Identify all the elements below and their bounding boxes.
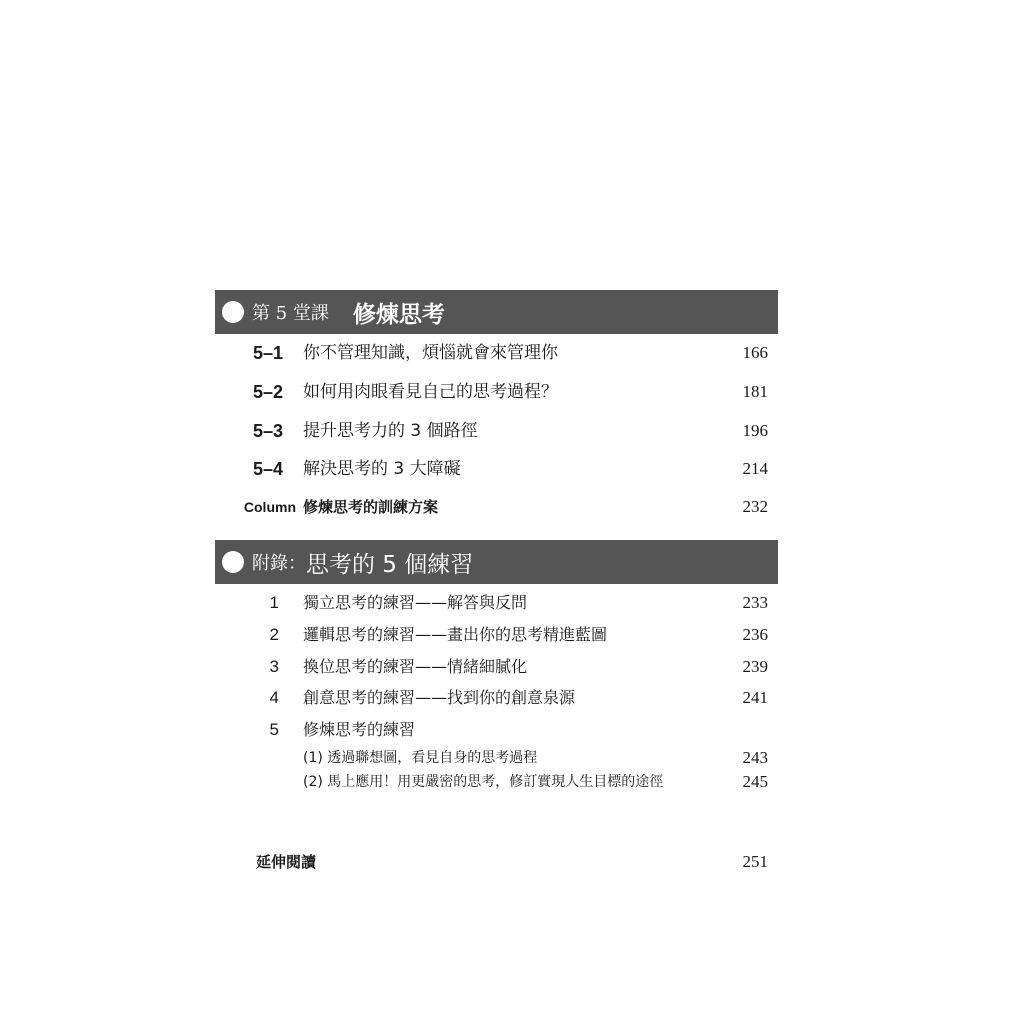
toc-subentry[interactable]	[215, 770, 768, 794]
chapter-5-title: 修煉思考	[352, 301, 445, 328]
entry-title: 延伸閱讀	[256, 853, 317, 871]
toc-entry[interactable]	[215, 655, 768, 679]
toc-entry[interactable]	[215, 380, 768, 404]
subentry-page: 243	[742, 748, 768, 767]
appendix-header	[215, 540, 778, 584]
entry-title: 修煉思考的練習	[303, 720, 416, 739]
entry-number: Column	[243, 499, 296, 515]
entry-page: 166	[742, 343, 768, 362]
entry-page: 236	[742, 625, 768, 644]
circle-bullet-icon	[222, 551, 244, 573]
subentry-title: (1) 透過聯想圖，看見自身的思考過程	[303, 750, 538, 766]
entry-page: 181	[742, 382, 768, 401]
entry-title: 換位思考的練習——情緒細膩化	[303, 657, 528, 676]
chapter-5-header	[215, 290, 778, 334]
entry-title: 創意思考的練習——找到你的創意泉源	[303, 688, 576, 707]
entry-page: 239	[742, 657, 768, 676]
entry-title: 解決思考的 3 大障礙	[303, 459, 461, 479]
entry-number: 5	[269, 720, 279, 739]
entry-title: 提升思考力的 3 個路徑	[303, 421, 478, 441]
toc-subentry[interactable]	[215, 746, 768, 770]
entry-number: 3	[269, 657, 279, 676]
entry-page: 232	[742, 497, 768, 516]
chapter-5-prefix: 第 5 堂課	[252, 303, 329, 324]
entry-title: 你不管理知識，煩惱就會來管理你	[303, 343, 558, 363]
subentry-title: (2) 馬上應用！用更嚴密的思考，修訂實現人生目標的途徑	[303, 774, 664, 790]
entry-title: 如何用肉眼看見自己的思考過程？	[303, 382, 558, 402]
entry-title: 修煉思考的訓練方案	[303, 498, 439, 516]
subentry-page: 245	[742, 772, 768, 791]
toc-entry[interactable]	[215, 341, 768, 365]
toc-entry[interactable]	[215, 718, 768, 742]
circle-bullet-icon	[222, 301, 244, 323]
appendix-prefix: 附錄：	[252, 553, 306, 574]
entry-page: 196	[742, 421, 768, 440]
entry-page: 233	[742, 593, 768, 612]
entry-page: 241	[742, 688, 768, 707]
entry-number: 5–1	[252, 343, 283, 363]
entry-title: 獨立思考的練習——解答與反問	[303, 593, 528, 612]
toc-entry[interactable]	[215, 457, 768, 481]
entry-number: 5–2	[252, 382, 283, 402]
entry-page: 214	[742, 459, 768, 478]
entry-page: 251	[742, 852, 768, 871]
entry-number: 4	[269, 688, 279, 707]
toc-entry[interactable]	[215, 419, 768, 443]
toc-entry[interactable]	[215, 591, 768, 615]
toc-entry-extended-reading[interactable]	[215, 850, 768, 874]
entry-number: 2	[269, 625, 279, 644]
toc-entry-column[interactable]	[215, 495, 768, 519]
entry-number: 1	[269, 593, 279, 612]
entry-number: 5–3	[252, 421, 283, 441]
toc-entry[interactable]	[215, 623, 768, 647]
entry-number: 5–4	[252, 459, 283, 479]
appendix-title: 思考的 5 個練習	[306, 551, 474, 578]
entry-title: 邏輯思考的練習——畫出你的思考精進藍圖	[303, 625, 608, 644]
toc-entry[interactable]	[215, 686, 768, 710]
